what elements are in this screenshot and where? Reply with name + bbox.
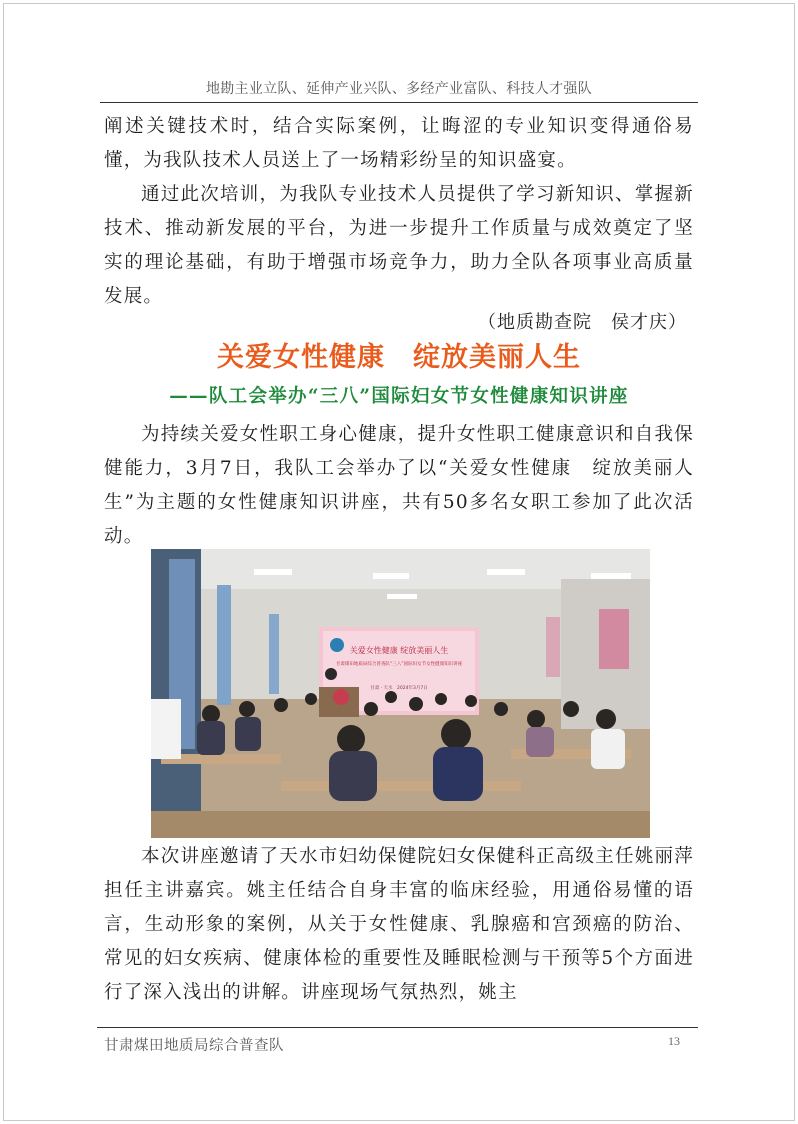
article-title: 关爱女性健康 绽放美丽人生 — [217, 342, 581, 373]
footer-rule — [97, 1027, 698, 1028]
article-paragraph-2: 本次讲座邀请了天水市妇幼保健院妇女保健科正高级主任姚丽萍担任主讲嘉宾。姚主任结合自身丰富的临床经验，用通俗易懂的语言，生动形象的案例，从关于女性健康、乳腺癌和宫颈癌的防治、常见的妇女疾病、健康体检的重要性及睡眠检测与干预等5个方面进行了深入浅出的讲解。讲座现场气氛热烈，姚主 — [104, 846, 694, 1003]
running-header: 地勘主业立队、延伸产业兴队、多经产业富队、科技人才强队 — [205, 81, 593, 97]
footer-organization: 甘肃煤田地质局综合普查队 — [104, 1038, 284, 1054]
article-subtitle: ——队工会举办“三八”国际妇女节女性健康知识讲座 — [169, 386, 629, 407]
previous-article-paragraph-1: 阐述关键技术时，结合实际案例，让晦涩的专业知识变得通俗易懂，为我队技术人员送上了一场精彩纷呈的知识盛宴。 — [104, 116, 694, 171]
lecture-photo — [151, 549, 650, 838]
article-paragraph-1: 为持续关爱女性职工身心健康，提升女性职工健康意识和自我保健能力，3月7日，我队工会举办了以“关爱女性健康 绽放美丽人生”为主题的女性健康知识讲座，共有50多名女职工参加了此次活动。 — [104, 424, 694, 547]
screen-text-line3: 甘肃 · 天水 2024年3月7日 — [370, 686, 428, 691]
screen-text-line1: 关爱女性健康 绽放美丽人生 — [349, 646, 449, 655]
header-rule — [100, 102, 698, 103]
screen-text-line2: 甘肃煤田地质局综合普查队“三八”国际妇女节女性健康知识讲座 — [335, 662, 463, 667]
previous-article-paragraph-2: 通过此次培训，为我队专业技术人员提供了学习新知识、掌握新技术、推动新发展的平台，为进一步提升工作质量与成效奠定了坚实的理论基础，有助于增强市场竞争力，助力全队各项事业高质量发展。 — [104, 184, 694, 307]
author-signature: （地质勘查院 侯才庆） — [478, 312, 687, 333]
page-number: 13 — [668, 1034, 680, 1048]
